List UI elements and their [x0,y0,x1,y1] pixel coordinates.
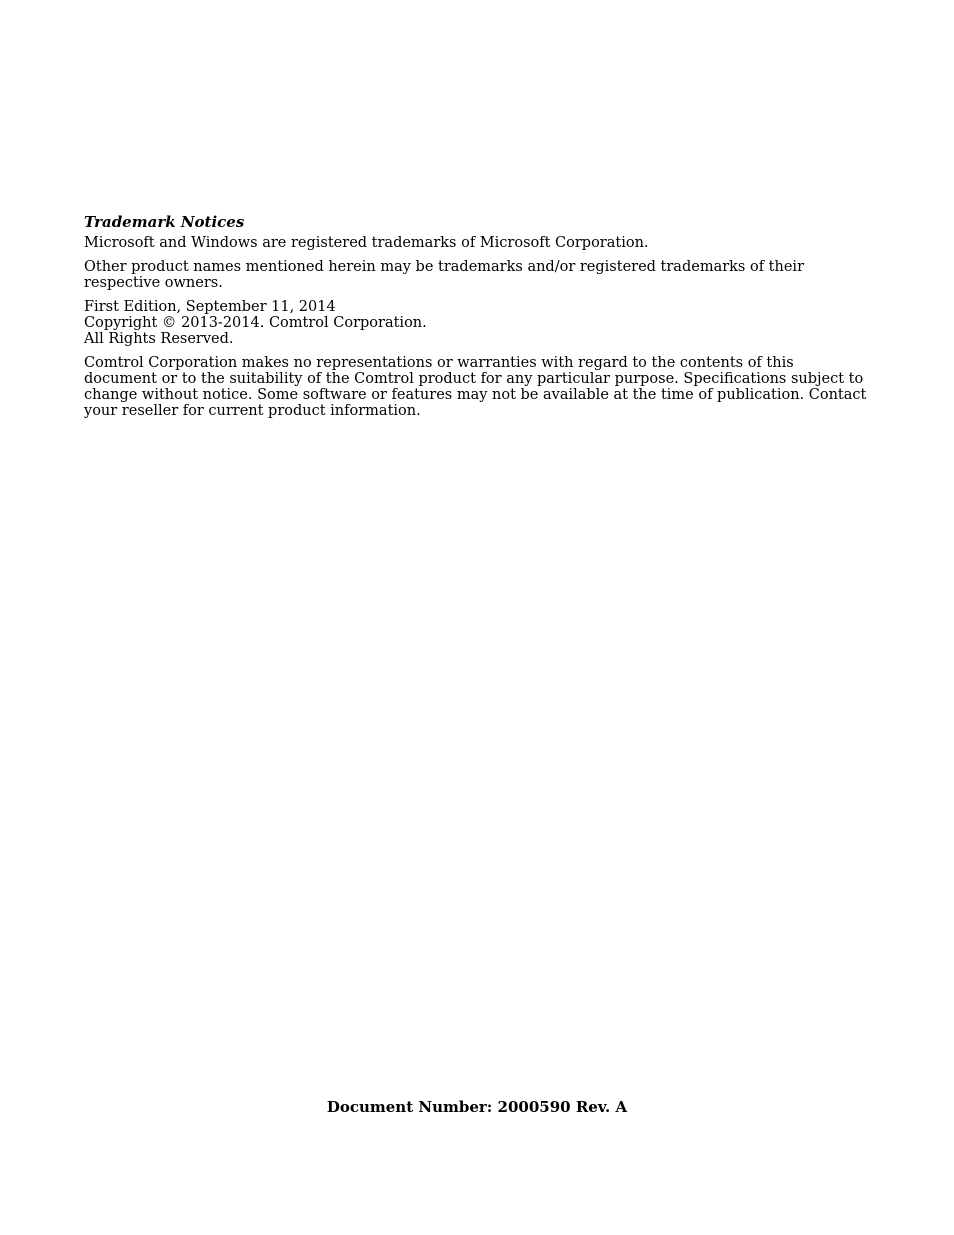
copyright-line: Copyright © 2013-2014. Comtrol Corporation. [84,315,427,331]
edition-date: First Edition, September 11, 2014 [84,299,336,315]
notice-block [84,212,870,427]
microsoft-trademark-text: Microsoft and Windows are registered trademarks of Microsoft Corporation. [84,235,649,251]
trademark-heading: Trademark Notices [84,213,245,231]
other-trademark-text: Other product names mentioned herein may be trademarks and/or registered trademarks of their respective owners. [84,259,805,291]
disclaimer-text: Comtrol Corporation makes no representations or warranties with regard to the contents of this document or to the suitability of the Comtrol product for any particular purpose. Specifications subject to change without notice. Some software or features may not be available at the time of publication. Contact your reseller for current product information. [84,355,867,419]
rights-reserved: All Rights Reserved. [84,331,234,347]
document-number: Document Number: 2000590 Rev. A [326,1098,628,1116]
edition-block [84,299,870,347]
